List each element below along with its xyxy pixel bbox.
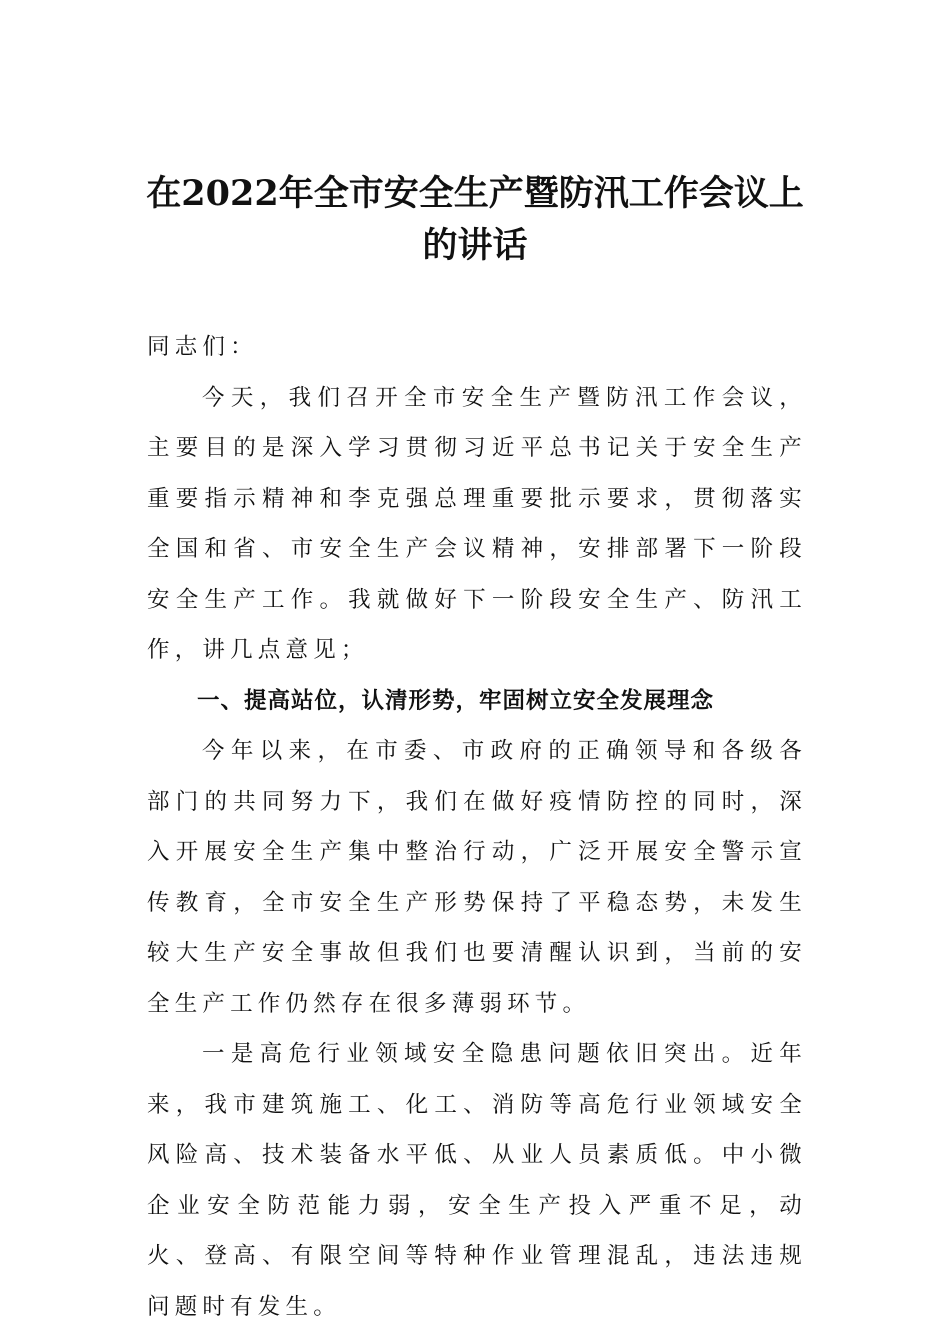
title-line-1: 在2022年全市安全生产暨防汛工作会议上: [146, 173, 804, 214]
section-heading: 一、提高站位，认清形势，牢固树立安全发展理念: [197, 687, 715, 714]
salutation: 同志们：: [147, 334, 258, 360]
document-body: [147, 322, 807, 1332]
section-paragraph-1: 今年以来，在市委、市政府的正确领导和各级各部门的共同努力下，我们在做好疫情防控的同时，深入开展安全生产集中整治行动，广泛开展安全警示宣传教育，全市安全生产形势保持了平稳态势，未发生较大生产安全事故但我们也要清醒认识到，当前的安全生产工作仍然存在很多薄弱环节。: [147, 738, 807, 1017]
title-line-2: 的讲话: [422, 225, 528, 266]
section-paragraph-2: 一是高危行业领域安全隐患问题依旧突出。近年来，我市建筑施工、化工、消防等高危行业领域安全风险高、技术装备水平低、从业人员素质低。中小微企业安全防范能力弱，安全生产投入严重不足，动火、登高、有限空间等特种作业管理混乱，违法违规问题时有发生。: [147, 1041, 807, 1320]
intro-paragraph: 今天，我们召开全市安全生产暨防汛工作会议，主要目的是深入学习贯彻习近平总书记关于安全生产重要指示精神和李克强总理重要批示要求，贯彻落实全国和省、市安全生产会议精神，安排部署下一阶段安全生产工作。我就做好下一阶段安全生产、防汛工作，讲几点意见；: [147, 384, 807, 663]
document-title: [140, 168, 810, 272]
